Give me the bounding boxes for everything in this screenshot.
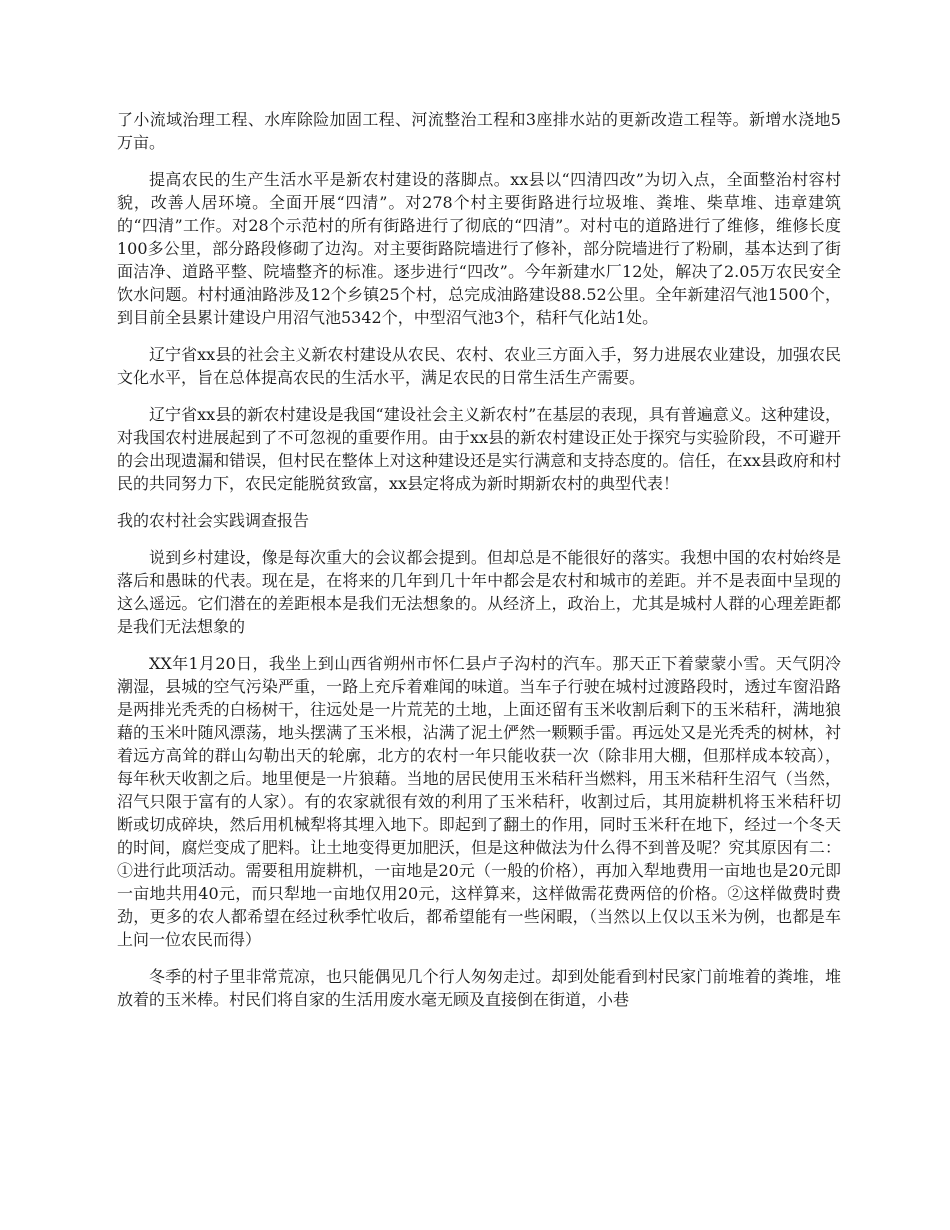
paragraph-winter-village: 冬季的村子里非常荒凉，也只能偶见几个行人匆匆走过。却到处能看到村民家门前堆着的粪堆，堆放着的玉米棒。村民们将自家的生活用废水毫无顾及直接倒在街道，小巷 — [117, 967, 841, 1009]
paragraph-trip-narrative: XX年1月20日，我坐上到山西省朔州市怀仁县卢子沟村的汽车。那天正下着蒙蒙小雪。天气阴冷潮湿，县城的空气污染严重，一路上充斥着难闻的味道。当车子行驶在城村过渡路段时，透过车窗沿路是两排光秃秃的白杨树干，往远处是一片荒芜的土地，上面还留有玉米收割后剩下的玉米秸秆，满地狼藉的玉米叶随风漂荡，地头摆满了玉米根，沾满了泥土俨然一颗颗手雷。再远处又是光秃秃的树林，衬着远方高耸的群山勾勒出天的轮廓，北方的农村一年只能收获一次（除非用大棚，但那样成本较高），每年秋天收割之后。地里便是一片狼藉。当地的居民使用玉米秸秆当燃料，用玉米秸秆生沼气（当然，沼气只限于富有的人家）。有的农家就很有效的利用了玉米秸秆，收割过后，其用旋耕机将玉米秸秆切断或切成碎块，然后用机械犁将其埋入地下。即起到了翻土的作用，同时玉米秆在地下，经过一个冬天的时间，腐烂变成了肥料。让土地变得更加肥沃，但是这种做法为什么得不到普及呢？究其原因有二：①进行此项活动。需要租用旋耕机，一亩地是20元（一般的价格），再加入犁地费用一亩地也是20元即一亩地共用40元，而只犁地一亩地仅用20元，这样算来，这样做需花费两倍的价格。②这样做费时费劲，更多的农人都希望在经过秋季忙收后，都希望能有一些闲暇，（当然以上仅以玉米为例，也都是车上问一位农民而得） — [117, 654, 841, 949]
document-page — [117, 108, 841, 1025]
paragraph-conclusion: 辽宁省xx县的新农村建设是我国“建设社会主义新农村”在基层的表现，具有普遍意义。这种建设，对我国农村进展起到了不可忽视的重要作用。由于xx县的新农村建设正处于探究与实验阶段，不可避开的会出现遗漏和错误，但村民在整体上对这种建设还是实行满意和支持态度的。信任，在xx县政府和村民的共同努力下，农民定能脱贫致富，xx县定将成为新时期新农村的典型代表！ — [117, 405, 841, 493]
paragraph-rural-construction: 说到乡村建设，像是每次重大的会议都会提到。但却总是不能很好的落实。我想中国的农村始终是落后和愚昧的代表。现在是，在将来的几年到几十年中都会是农村和城市的差距。并不是表面中呈现的这么遥远。它们潜在的差距根本是我们无法想象的。从经济上，政治上，尤其是城村人群的心理差距都是我们无法想象的 — [117, 548, 841, 636]
section-title: 我的农村社会实践调查报告 — [117, 511, 310, 530]
paragraph-living-standards: 提高农民的生产生活水平是新农村建设的落脚点。xx县以“四清四改”为切入点，全面整治村容村貌，改善人居环境。全面开展“四清”。对278个村主要街路进行垃圾堆、粪堆、柴草堆、违章建筑的“四清”工作。对28个示范村的所有街路进行了彻底的“四清”。对村屯的道路进行了维修，维修长度100多公里，部分路段修砌了边沟。对主要街路院墙进行了修补，部分院墙进行了粉刷，基本达到了街面洁净、道路平整、院墙整齐的标准。逐步进行“四改”。今年新建水厂12处，解决了2.05万农民安全饮水问题。村村通油路涉及12个乡镇25个村，总完成油路建设88.52公里。全年新建沼气池1500个，到目前全县累计建设户用沼气池5342个，中型沼气池3个，秸秆气化站1处。 — [117, 170, 841, 327]
paragraph-three-aspects: 辽宁省xx县的社会主义新农村建设从农民、农村、农业三方面入手，努力进展农业建设，加强农民文化水平，旨在总体提高农民的生活水平，满足农民的日常生活生产需要。 — [117, 345, 841, 387]
paragraph-continuation: 了小流域治理工程、水库除险加固工程、河流整治工程和3座排水站的更新改造工程等。新增水浇地5万亩。 — [117, 110, 841, 152]
